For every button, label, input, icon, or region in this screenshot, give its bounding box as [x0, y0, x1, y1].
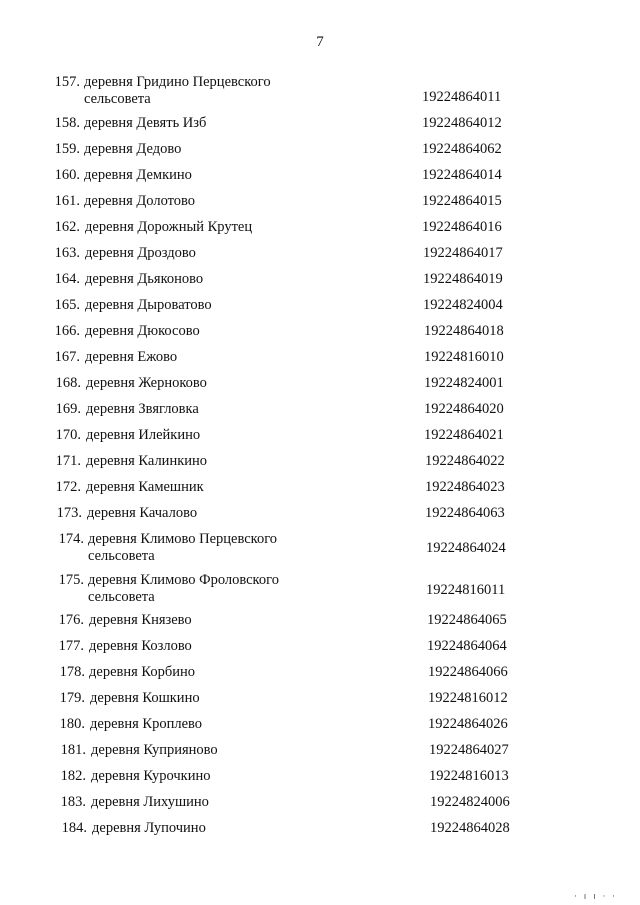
oktmo-code: 19224824004 — [423, 297, 503, 313]
entry-number: 170. — [55, 427, 81, 443]
settlement-name — [84, 167, 192, 184]
settlement-name — [86, 401, 199, 418]
settlement-name-line: деревня Куприяново — [91, 742, 218, 758]
settlement-name — [88, 531, 277, 565]
oktmo-code: 19224864018 — [424, 323, 504, 339]
oktmo-code: 19224864021 — [424, 427, 504, 443]
oktmo-code: 19224864028 — [430, 820, 510, 836]
settlement-name-line: деревня Корбино — [89, 664, 195, 680]
oktmo-code: 19224864015 — [422, 193, 502, 209]
settlement-name — [84, 193, 195, 210]
settlement-name — [85, 349, 177, 366]
settlement-name-line: сельсовета — [88, 589, 155, 605]
oktmo-code: 19224864026 — [428, 716, 508, 732]
entry-number: 181. — [60, 742, 86, 758]
oktmo-code: 19224864019 — [423, 271, 503, 287]
settlement-name — [84, 141, 181, 158]
settlement-name-line: деревня Дьяконово — [85, 271, 204, 287]
settlement-name-line: деревня Качалово — [87, 505, 198, 521]
entry-number: 163. — [54, 245, 80, 261]
oktmo-code: 19224864024 — [426, 540, 506, 556]
entry-number: 183. — [60, 794, 86, 810]
entry-number: 159. — [54, 141, 80, 157]
entry-number: 176. — [58, 612, 84, 628]
entry-number: 173. — [56, 505, 82, 521]
settlement-name-line: деревня Дюкосово — [85, 323, 200, 339]
entry-number: 179. — [59, 690, 85, 706]
settlement-name-line: деревня Кроплево — [90, 716, 202, 732]
entry-number: 174. — [58, 531, 84, 547]
entry-number: 177. — [58, 638, 84, 654]
settlement-name — [89, 638, 192, 655]
settlement-name — [85, 245, 196, 262]
settlement-name-line: деревня Курочкино — [91, 768, 211, 784]
settlement-name — [91, 742, 218, 759]
entry-number: 167. — [54, 349, 80, 365]
oktmo-code: 19224864012 — [422, 115, 502, 131]
oktmo-code: 19224864011 — [422, 89, 502, 105]
entry-number: 160. — [54, 167, 80, 183]
settlement-name — [86, 453, 207, 470]
oktmo-code: 19224824001 — [424, 375, 504, 391]
settlement-name — [91, 768, 210, 785]
oktmo-code: 19224864066 — [428, 664, 508, 680]
entry-number: 180. — [59, 716, 85, 732]
oktmo-code: 19224864014 — [422, 167, 502, 183]
settlement-name-line: деревня Дыроватово — [85, 297, 212, 313]
oktmo-code: 19224864065 — [427, 612, 507, 628]
entry-number: 184. — [61, 820, 87, 836]
oktmo-code: 19224864023 — [425, 479, 505, 495]
settlement-name-line: деревня Демкино — [84, 167, 192, 183]
oktmo-code: 19224864027 — [429, 742, 509, 758]
oktmo-code: 19224816012 — [428, 690, 508, 706]
oktmo-code: 19224864017 — [423, 245, 503, 261]
settlement-name — [91, 794, 209, 811]
entry-number: 166. — [54, 323, 80, 339]
entry-number: 171. — [55, 453, 81, 469]
oktmo-code: 19224864016 — [422, 219, 502, 235]
settlement-name — [84, 74, 271, 108]
settlement-name — [89, 664, 195, 681]
oktmo-code: 19224864063 — [425, 505, 505, 521]
settlement-name-line: сельсовета — [84, 91, 151, 107]
settlement-name — [86, 479, 204, 496]
settlement-name — [85, 271, 203, 288]
entry-number: 182. — [60, 768, 86, 784]
entry-number: 169. — [55, 401, 81, 417]
page-number: 7 — [316, 34, 324, 50]
oktmo-code: 19224864020 — [424, 401, 504, 417]
settlement-name — [92, 820, 206, 837]
settlement-name-line: деревня Ежово — [85, 349, 178, 365]
settlement-name — [90, 690, 200, 707]
entry-number: 157. — [54, 74, 80, 90]
settlement-name — [89, 612, 192, 629]
settlement-name-line: деревня Кошкино — [90, 690, 200, 706]
settlement-name — [90, 716, 202, 733]
settlement-name — [85, 323, 200, 340]
entry-number: 168. — [55, 375, 81, 391]
settlement-name-line: деревня Лупочино — [92, 820, 206, 836]
settlement-name-line: деревня Дорожный Крутец — [85, 219, 253, 235]
entry-number: 165. — [54, 297, 80, 313]
settlement-name-line: деревня Козлово — [89, 638, 192, 654]
settlement-name — [85, 219, 252, 236]
settlement-name-line: деревня Долотово — [84, 193, 196, 209]
oktmo-code: 19224816013 — [429, 768, 509, 784]
settlement-name-line: деревня Климово Фроловского — [88, 572, 279, 588]
settlement-name-line: деревня Звягловка — [86, 401, 199, 417]
oktmo-code: 19224824006 — [430, 794, 510, 810]
settlement-name-line: деревня Князево — [89, 612, 192, 628]
entry-number: 158. — [54, 115, 80, 131]
oktmo-code: 19224864062 — [422, 141, 502, 157]
settlement-name — [86, 375, 207, 392]
oktmo-code: 19224816010 — [424, 349, 504, 365]
oktmo-code: 19224864022 — [425, 453, 505, 469]
settlement-name-line: деревня Дедово — [84, 141, 182, 157]
entry-number: 164. — [54, 271, 80, 287]
entry-number: 162. — [54, 219, 80, 235]
oktmo-code: 19224816011 — [426, 582, 506, 598]
entry-number: 161. — [54, 193, 80, 209]
settlement-name — [85, 297, 212, 314]
scan-artifact-icon: · ı ı · · — [574, 892, 618, 902]
settlement-name-line: деревня Девять Изб — [84, 115, 207, 131]
entry-number: 172. — [55, 479, 81, 495]
settlement-name-line: сельсовета — [88, 548, 155, 564]
settlement-name-line: деревня Дроздово — [85, 245, 196, 261]
settlement-name — [88, 572, 279, 606]
settlement-name — [87, 505, 197, 522]
oktmo-code: 19224864064 — [427, 638, 507, 654]
settlement-name-line: деревня Жерноково — [86, 375, 207, 391]
settlement-name-line: деревня Климово Перцевского — [88, 531, 278, 547]
entry-number: 175. — [58, 572, 84, 588]
settlement-name — [86, 427, 200, 444]
settlement-name-line: деревня Камешник — [86, 479, 204, 495]
entry-number: 178. — [59, 664, 85, 680]
settlement-name-line: деревня Гридино Перцевского — [84, 74, 271, 90]
settlement-name-line: деревня Илейкино — [86, 427, 201, 443]
settlement-name-line: деревня Лихушино — [91, 794, 209, 810]
settlement-name-line: деревня Калинкино — [86, 453, 208, 469]
settlement-name — [84, 115, 206, 132]
